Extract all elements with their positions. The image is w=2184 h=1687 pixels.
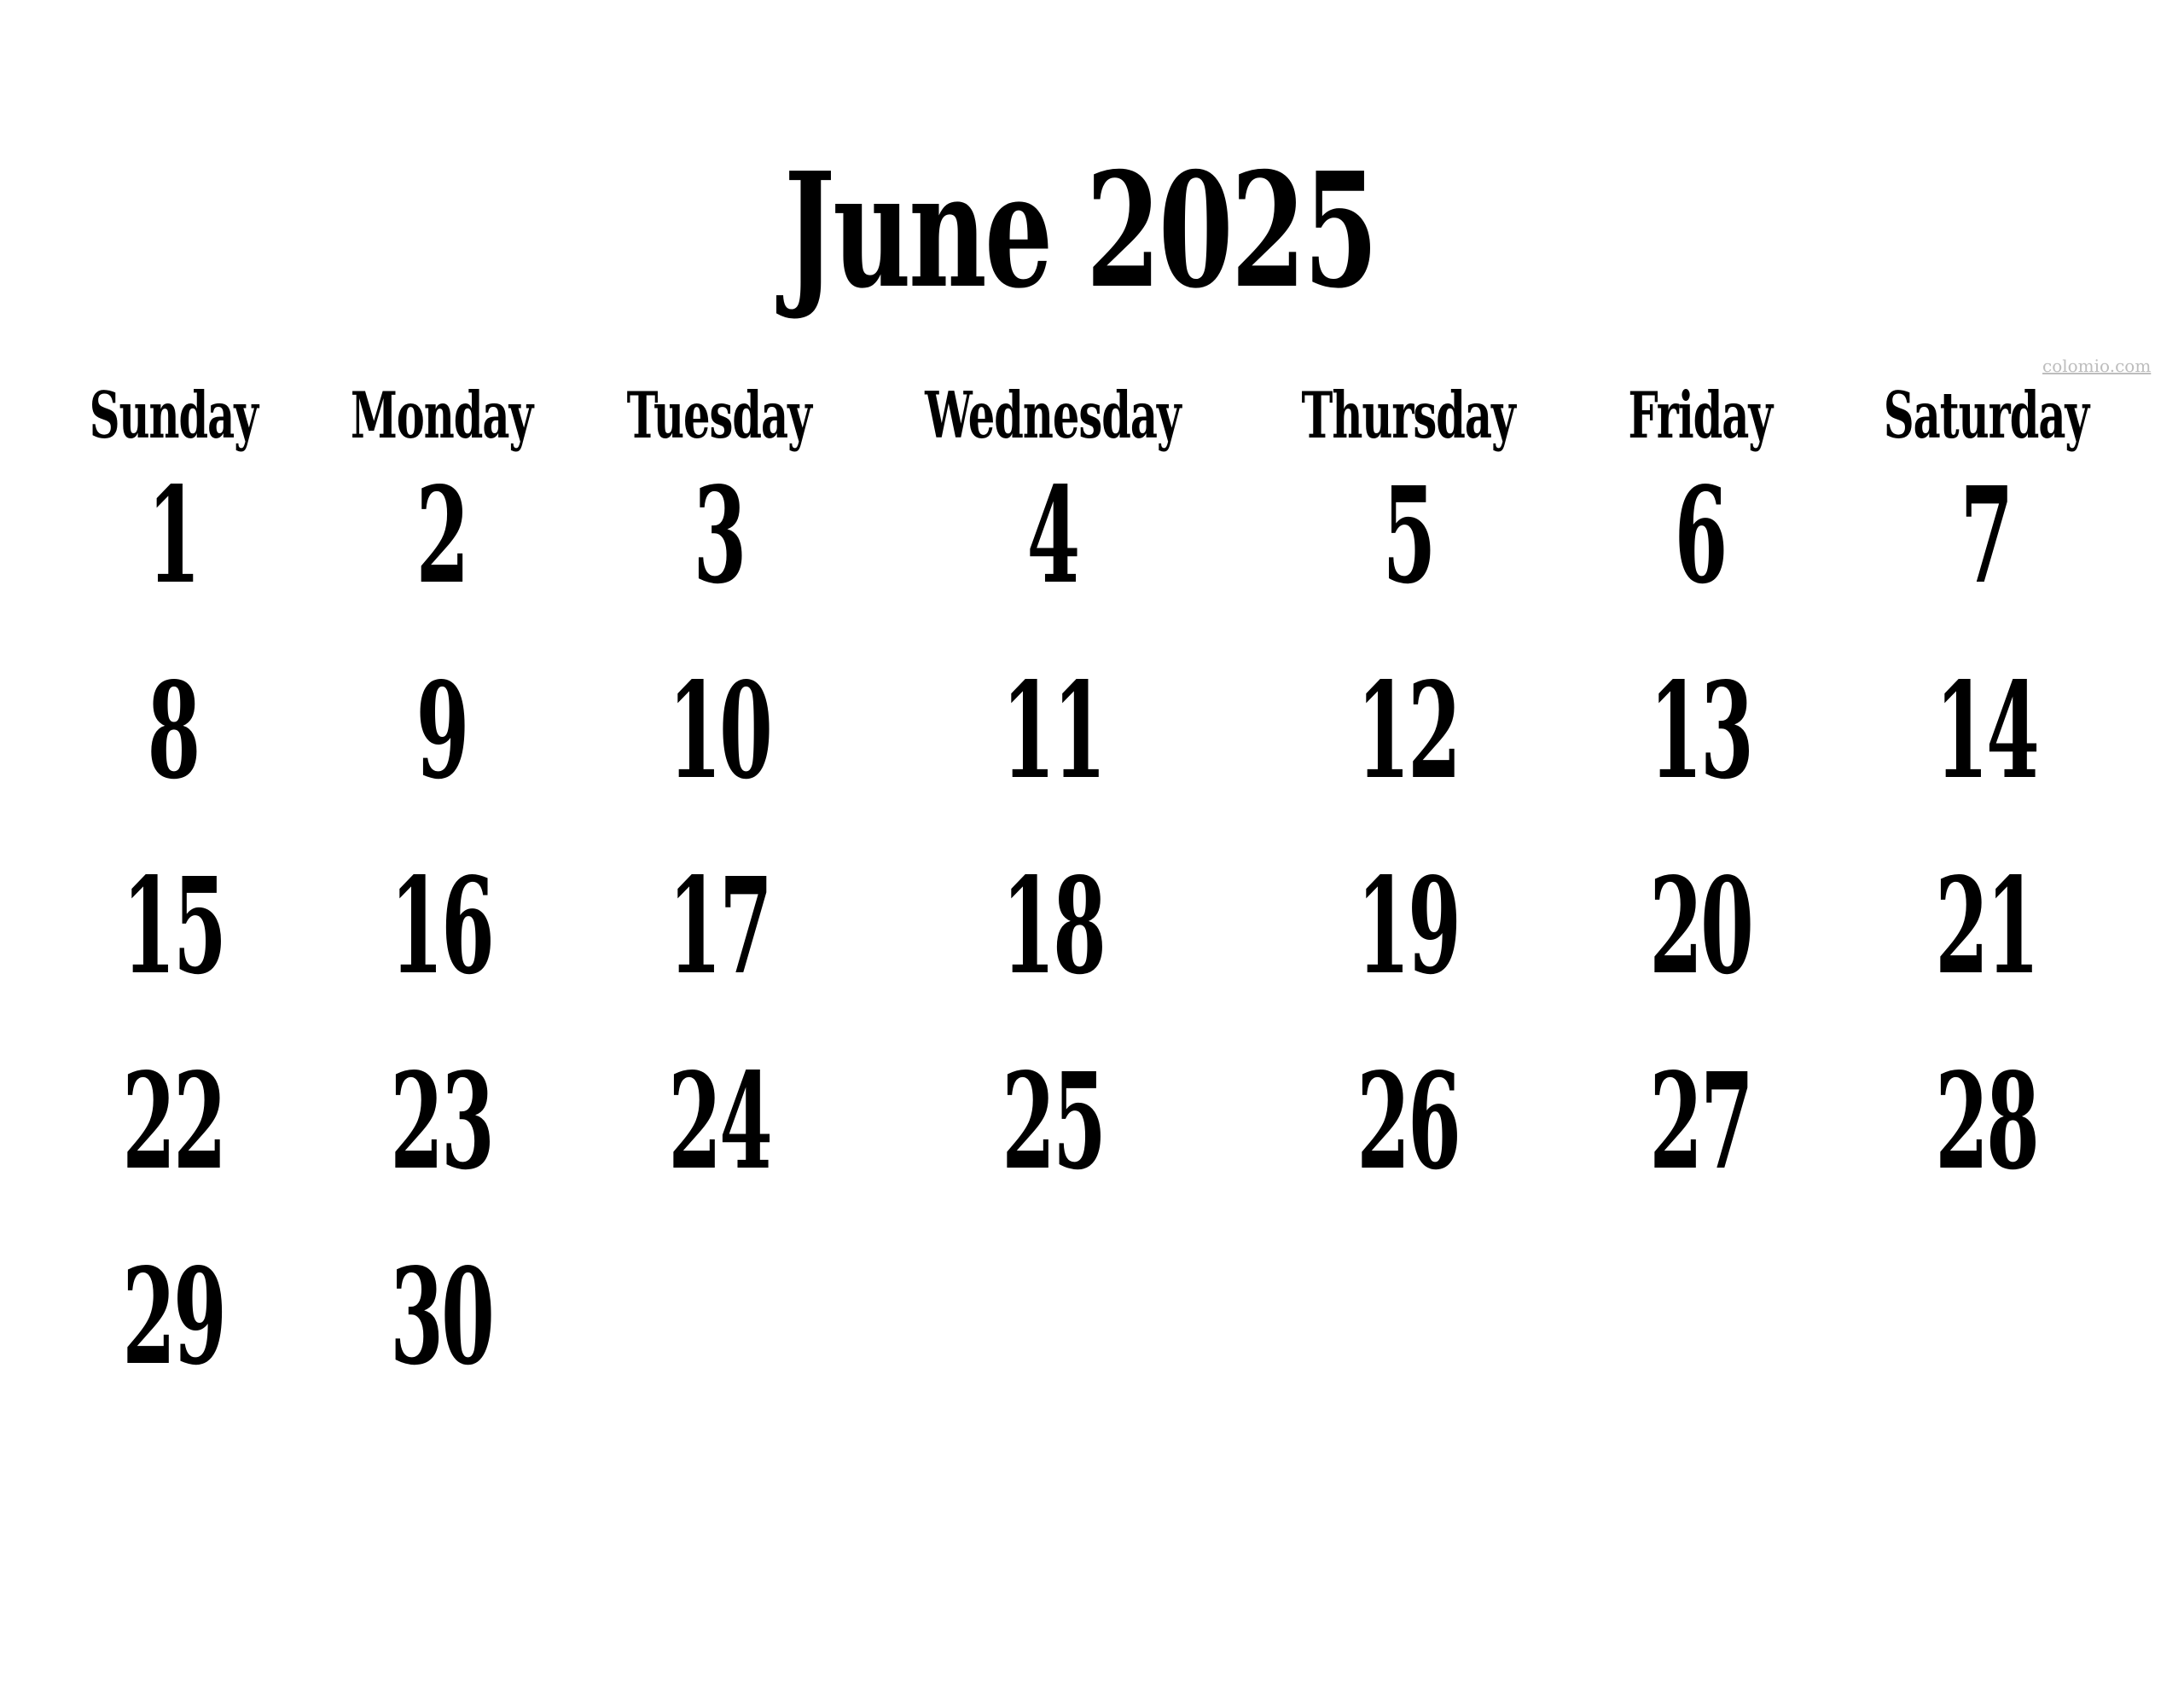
empty-cell xyxy=(1246,1250,1570,1446)
date-cell-9 xyxy=(304,652,579,860)
weekday-header-sunday xyxy=(43,378,304,469)
weekday-label: Wednesday xyxy=(924,378,1181,453)
date-number: 3 xyxy=(694,457,745,613)
date-cell-10 xyxy=(579,652,859,860)
date-cell-20 xyxy=(1570,848,1831,1055)
date-number: 25 xyxy=(1001,1043,1104,1199)
empty-cell xyxy=(1831,1250,2141,1446)
date-number: 21 xyxy=(1935,848,2037,1004)
date-cell-12 xyxy=(1246,652,1570,860)
date-number: 17 xyxy=(668,848,770,1004)
date-cell-7 xyxy=(1831,457,2141,664)
date-cell-5 xyxy=(1246,457,1570,664)
date-cell-28 xyxy=(1831,1043,2141,1250)
watermark: colomio.com xyxy=(2042,356,2152,376)
date-number: 11 xyxy=(1001,652,1104,809)
date-number: 9 xyxy=(415,652,468,809)
date-cell-29 xyxy=(43,1238,304,1446)
weekday-label: Tuesday xyxy=(626,378,812,453)
date-cell-26 xyxy=(1246,1043,1570,1250)
date-cell-2 xyxy=(304,457,579,664)
weekday-header-tuesday xyxy=(579,378,859,469)
date-number: 15 xyxy=(122,848,224,1004)
weekday-label: Friday xyxy=(1628,378,1773,453)
weekday-label: Monday xyxy=(351,378,533,453)
date-number: 6 xyxy=(1674,457,1726,613)
date-number: 14 xyxy=(1935,652,2037,809)
date-cell-14 xyxy=(1831,652,2141,860)
date-cell-25 xyxy=(859,1043,1246,1250)
date-number: 12 xyxy=(1356,652,1460,809)
weekday-label: Sunday xyxy=(89,378,258,453)
date-number: 13 xyxy=(1649,652,1751,809)
date-cell-3 xyxy=(579,457,859,664)
date-number: 4 xyxy=(1026,457,1078,613)
date-number: 22 xyxy=(122,1043,224,1199)
date-number: 20 xyxy=(1649,848,1751,1004)
date-number: 2 xyxy=(415,457,468,613)
date-number: 23 xyxy=(390,1043,493,1199)
date-cell-17 xyxy=(579,848,859,1055)
date-number: 8 xyxy=(148,652,199,809)
date-number: 18 xyxy=(1001,848,1104,1004)
date-number: 7 xyxy=(1960,457,2012,613)
date-number: 19 xyxy=(1356,848,1460,1004)
date-cell-13 xyxy=(1570,652,1831,860)
date-cell-23 xyxy=(304,1043,579,1250)
date-number: 5 xyxy=(1382,457,1434,613)
page-title xyxy=(0,137,2172,323)
date-cell-22 xyxy=(43,1043,304,1250)
date-cell-11 xyxy=(859,652,1246,860)
date-number: 16 xyxy=(390,848,493,1004)
weekday-header-wednesday xyxy=(859,378,1246,469)
date-cell-18 xyxy=(859,848,1246,1055)
page-title-text: June 2025 xyxy=(784,137,1376,323)
date-cell-8 xyxy=(43,652,304,860)
empty-cell xyxy=(1570,1250,1831,1446)
date-cell-1 xyxy=(43,457,304,664)
weekday-label: Thursday xyxy=(1301,378,1515,453)
weekday-header-saturday xyxy=(1831,378,2141,469)
date-number: 28 xyxy=(1935,1043,2037,1199)
date-number: 26 xyxy=(1356,1043,1460,1199)
empty-cell xyxy=(859,1250,1246,1446)
empty-cell xyxy=(579,1250,859,1446)
weekday-label: Saturday xyxy=(1883,378,2089,453)
date-cell-15 xyxy=(43,848,304,1055)
date-number: 29 xyxy=(122,1238,224,1394)
calendar-grid xyxy=(43,378,2141,1446)
date-cell-21 xyxy=(1831,848,2141,1055)
date-number: 1 xyxy=(148,457,199,613)
date-cell-30 xyxy=(304,1238,579,1446)
weekday-header-thursday xyxy=(1246,378,1570,469)
date-cell-6 xyxy=(1570,457,1831,664)
date-cell-4 xyxy=(859,457,1246,664)
date-cell-16 xyxy=(304,848,579,1055)
date-number: 30 xyxy=(390,1238,493,1394)
date-cell-27 xyxy=(1570,1043,1831,1250)
date-number: 27 xyxy=(1649,1043,1751,1199)
weekday-header-friday xyxy=(1570,378,1831,469)
weekday-header-monday xyxy=(304,378,579,469)
date-number: 10 xyxy=(668,652,770,809)
date-number: 24 xyxy=(668,1043,770,1199)
date-cell-19 xyxy=(1246,848,1570,1055)
date-cell-24 xyxy=(579,1043,859,1250)
